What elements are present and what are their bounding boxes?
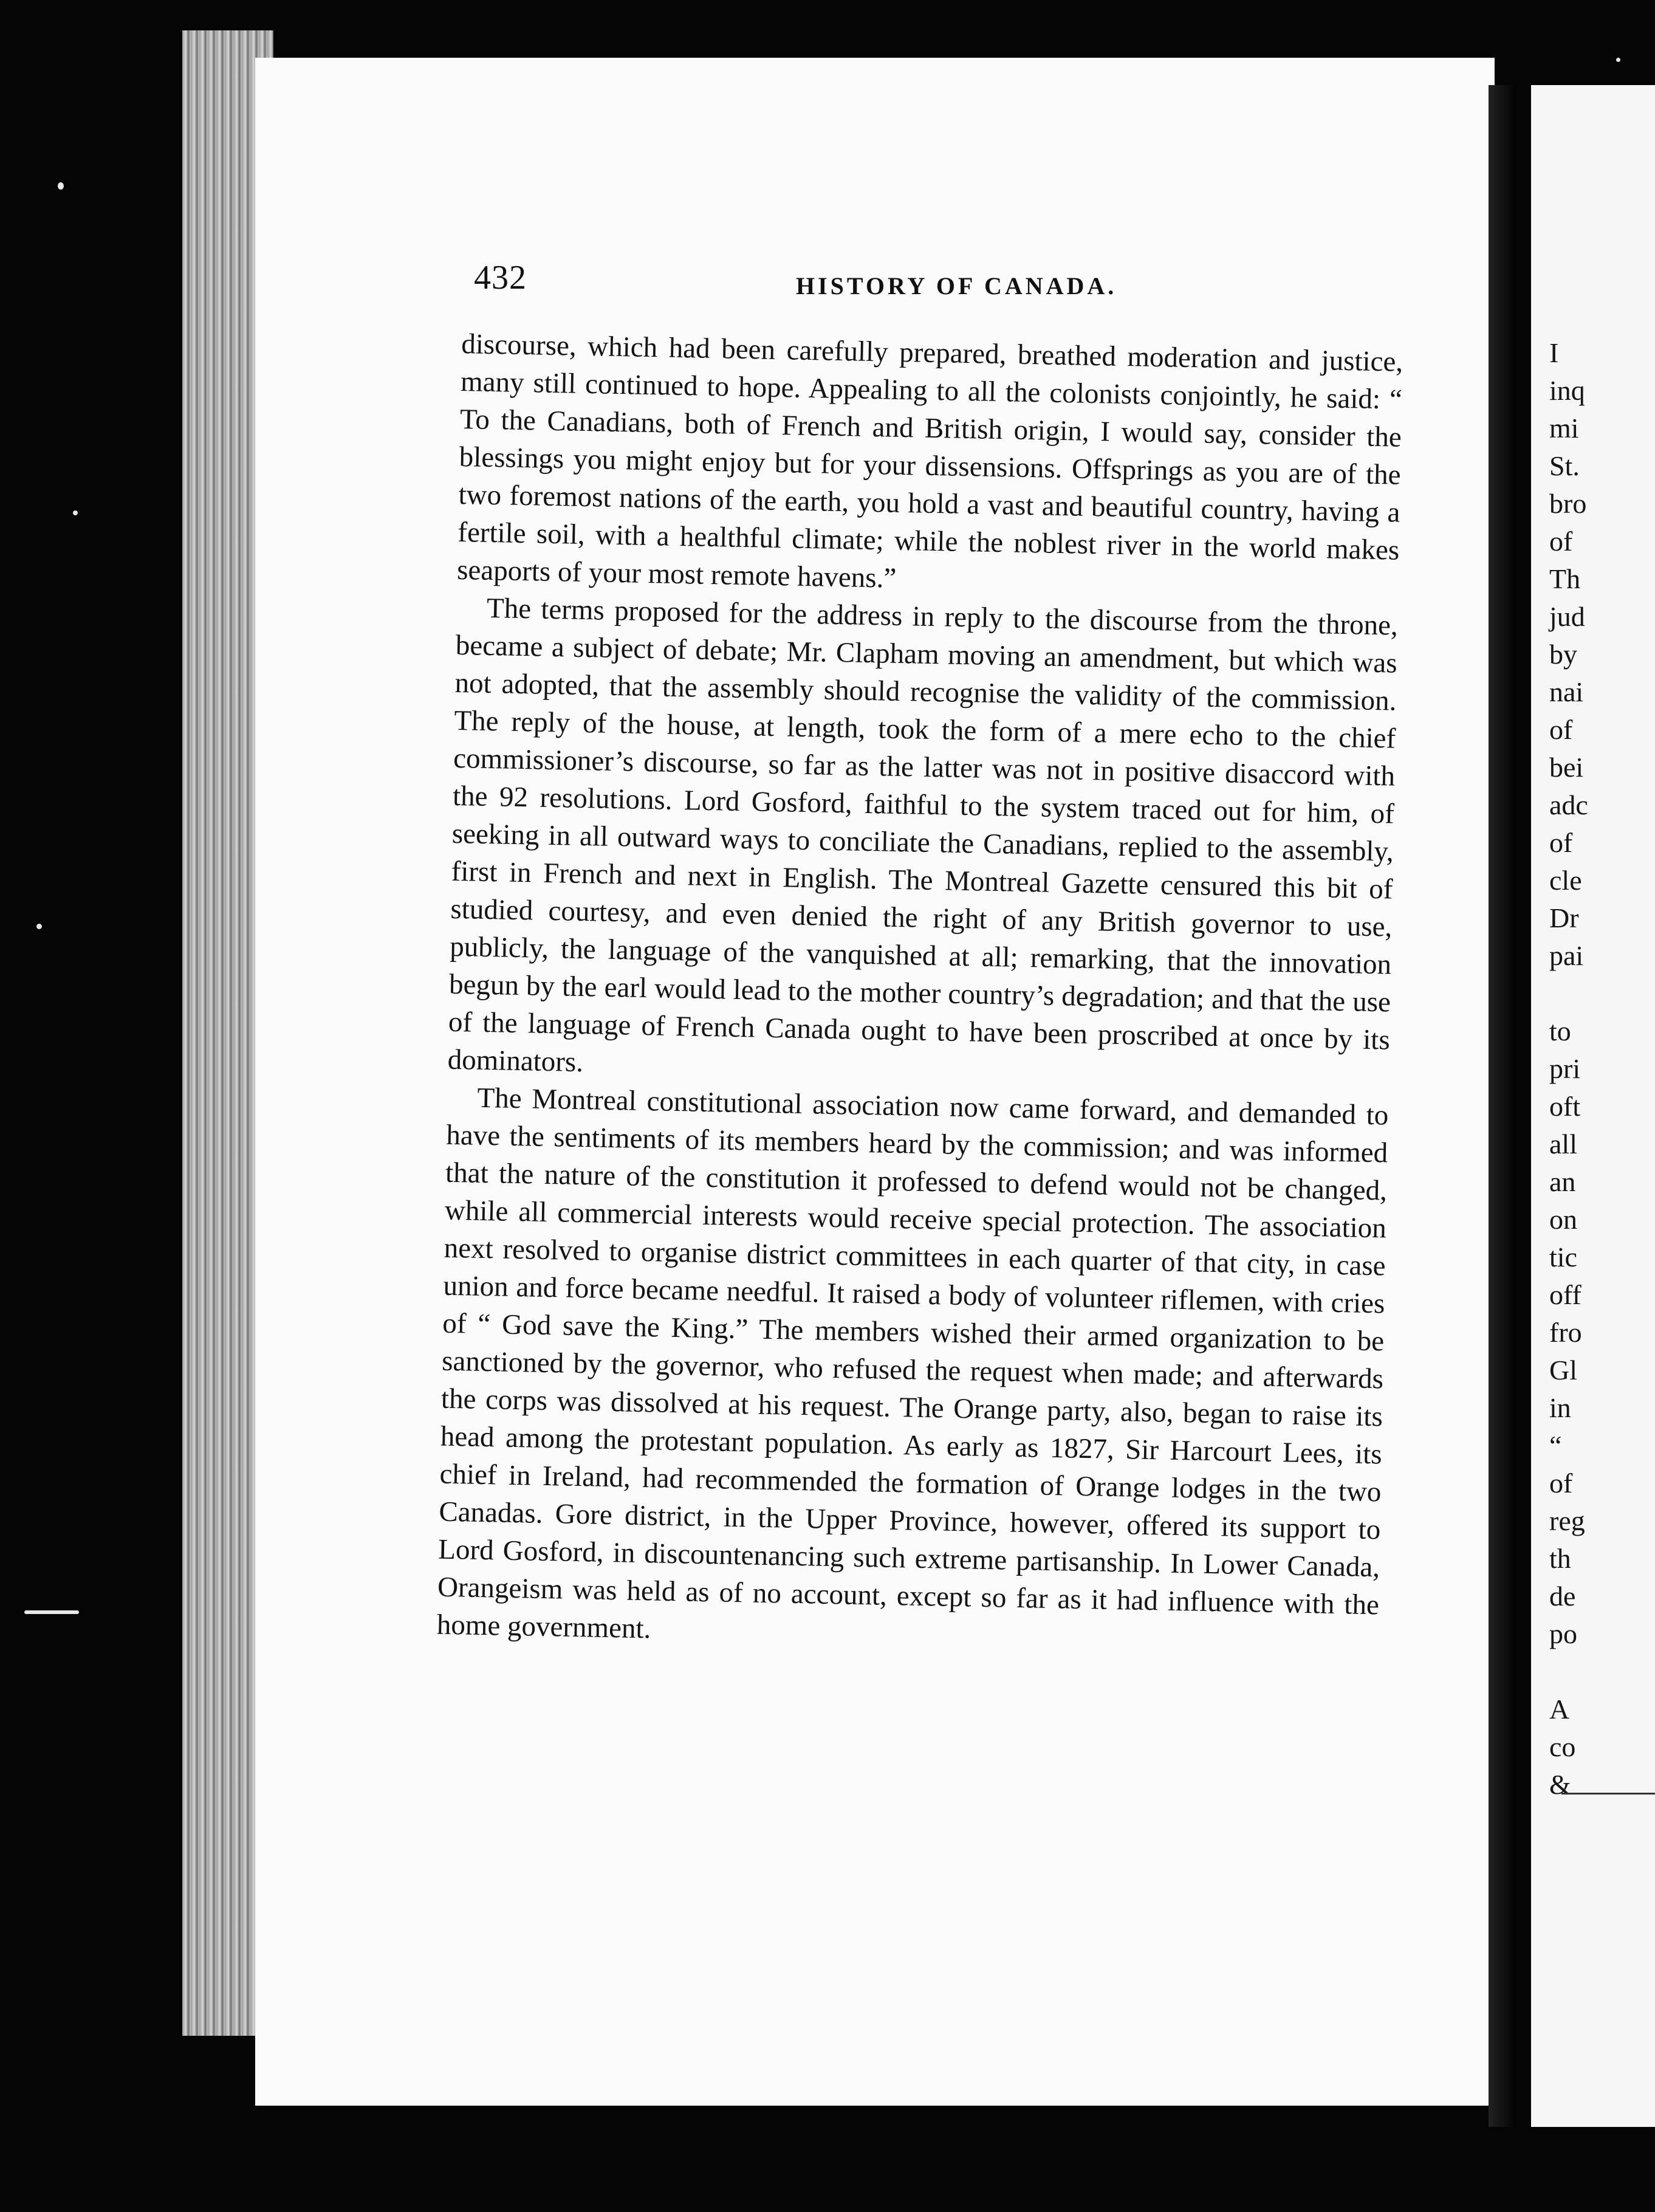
facing-page-line: bro — [1549, 488, 1587, 519]
facing-page-line: jud — [1549, 601, 1585, 632]
dust-speck — [36, 924, 42, 929]
facing-page-line: of — [1549, 526, 1573, 557]
facing-page-line: in — [1549, 1392, 1571, 1423]
running-head — [474, 258, 1422, 307]
facing-page-line: bei — [1549, 752, 1584, 783]
dust-speck — [24, 1610, 79, 1614]
facing-page-line: by — [1549, 639, 1577, 670]
facing-page-line: St. — [1549, 450, 1580, 481]
gutter-shadow — [1489, 85, 1513, 2127]
body-text — [436, 325, 1403, 1661]
facing-page-line: to — [1549, 1015, 1571, 1046]
page-number: 432 — [474, 259, 527, 297]
facing-page-line: adc — [1549, 789, 1588, 820]
facing-page-line: co — [1549, 1731, 1576, 1762]
facing-page-line: Gl — [1549, 1355, 1577, 1386]
facing-page-footnote-rule — [1561, 1793, 1655, 1795]
facing-page-line: of — [1549, 1468, 1573, 1499]
facing-page-line: A — [1549, 1694, 1570, 1725]
facing-page-line: de — [1549, 1581, 1576, 1612]
facing-page-line: nai — [1549, 676, 1584, 707]
facing-page-text — [1549, 334, 1655, 1804]
facing-page-line: pri — [1549, 1053, 1581, 1084]
facing-page-line: oft — [1549, 1091, 1581, 1122]
paragraph-1: discourse, which had been carefully prepared, breathed moderation and justice, many still continued to hope. Appealing to all the colonists conjointly, he said: “ To the Canadians, both of French and British origin, I would say, consider the blessings you might enjoy but for your dissensions. Offsprings as you are of the two foremost nations of the earth, you hold a vast and beautiful country, having a fertile soil, with a healthful climate; while the noblest river in the world makes seaports of your most remote havens.” — [456, 328, 1403, 594]
facing-page-line: inq — [1549, 375, 1585, 406]
facing-page-line: tic — [1549, 1242, 1577, 1273]
facing-page-line: mi — [1549, 413, 1579, 444]
facing-page-line: off — [1549, 1279, 1581, 1310]
dust-speck — [1616, 58, 1620, 62]
paragraph-2: The terms proposed for the address in reply to the discourse from the throne, became a subject of debate; Mr. Clapham moving an amendment, but which was not adopted, that the assembly should recognise the validity of the commission. The reply of the house, at length, took the form of a mere echo to the chief commissioner’s discourse, so far as the latter was not in positive disaccord with the 92 resolutions. Lord Gosford, faithful to the system traced out for him, of seeking in all outward ways to conciliate the Canadians, replied to the assembly, first in French and next in English. The Montreal Gazette censured this bit of studied courtesy, and even denied the right of any British governor to use, publicly, the language of the vanquished at all; remarking, that the innovation begun by the earl would lead to the mother country’s degradation; and that the use of the language of French Canada ought to have been proscribed at once by its dominators. — [447, 592, 1399, 1079]
facing-page-line: all — [1549, 1128, 1577, 1159]
facing-page-line: pai — [1549, 940, 1584, 971]
facing-page — [1531, 85, 1655, 2127]
paragraph-3: The Montreal constitutional association now came forward, and demanded to have the sentiments of its members heard by the commission; and was informed that the nature of the constitution it professed to defend would not be changed, while all commercial interests would receive special protection. The association next resolved to organise district committees in each quarter of that city, in case union and force became needful. It raised a body of volunteer riflemen, with cries of “ God save the King.” The members wished their armed organization to be sanctioned by the governor, who refused the request when made; and afterwards the corps was dissolved at his request. The Orange party, also, began to raise its head among the protestant population. As early as 1827, Sir Harcourt Lees, its chief in Ireland, had recommended the formation of Orange lodges in the two Canadas. Gore district, in the Upper Province, however, offered its support to Lord Gosford, in discountenancing such extreme partisanship. In Lower Canada, Orangeism was held as of no account, except so far as it had influence with the home government. — [436, 1082, 1389, 1645]
facing-page-line: Dr — [1549, 902, 1579, 933]
facing-page-line: of — [1549, 714, 1573, 745]
facing-page-line: “ — [1549, 1430, 1562, 1461]
facing-page-line: Th — [1549, 563, 1581, 594]
facing-page-line: cle — [1549, 865, 1582, 896]
running-title: HISTORY OF CANADA. — [796, 272, 1117, 300]
facing-page-line — [1549, 1653, 1655, 1691]
facing-page-line: & — [1549, 1769, 1571, 1800]
facing-page-line — [1549, 975, 1655, 1012]
facing-page-line: po — [1549, 1618, 1577, 1649]
facing-page-line: th — [1549, 1543, 1571, 1574]
facing-page-line: I — [1549, 337, 1559, 368]
facing-page-line: reg — [1549, 1505, 1585, 1536]
facing-page-line: on — [1549, 1204, 1577, 1235]
facing-page-line: fro — [1549, 1317, 1582, 1348]
facing-page-line: an — [1549, 1166, 1576, 1197]
dust-speck — [58, 182, 64, 190]
dust-speck — [73, 510, 78, 515]
facing-page-line: of — [1549, 827, 1573, 858]
